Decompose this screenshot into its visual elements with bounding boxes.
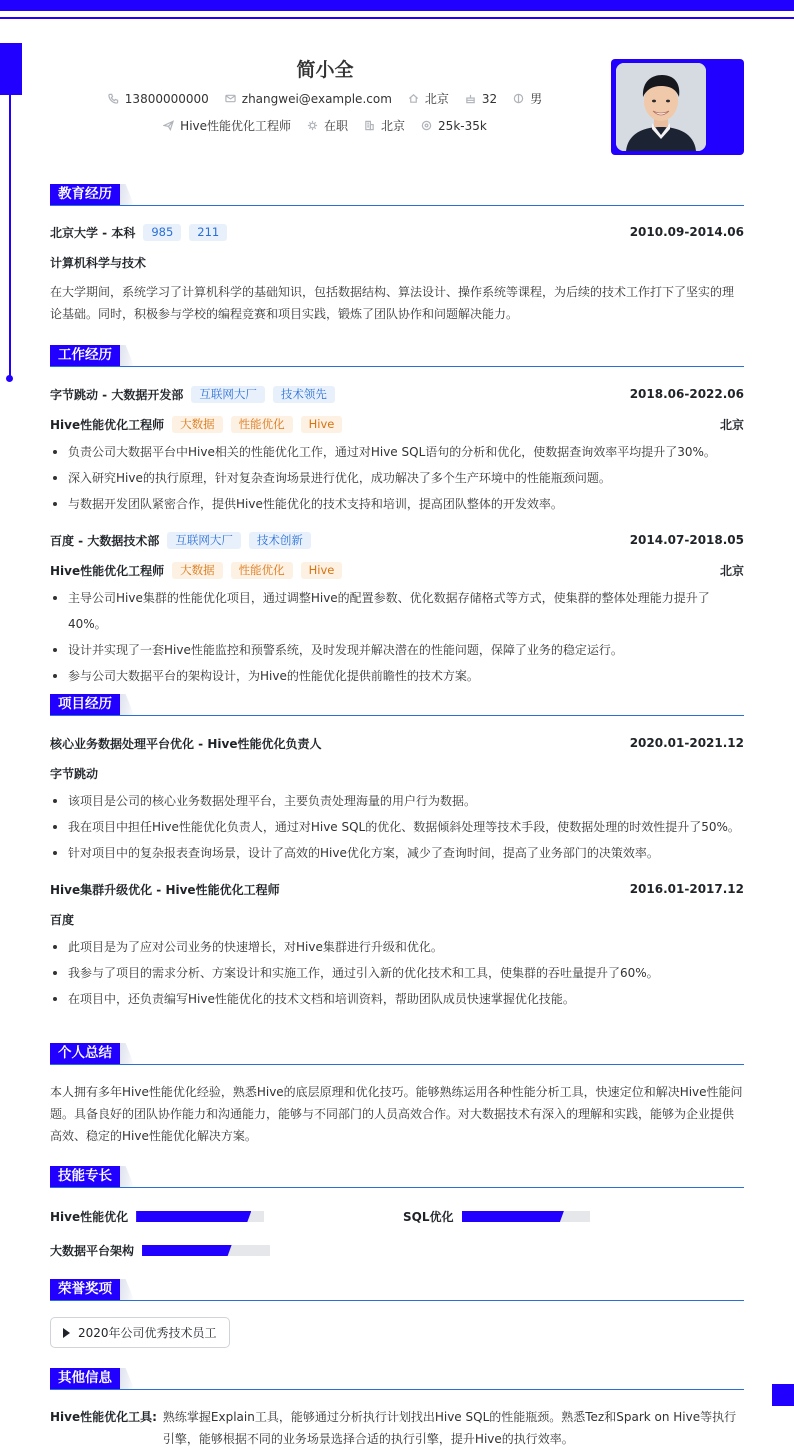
left-accent-block: [0, 43, 22, 95]
company-tag: 互联网大厂: [191, 386, 265, 403]
target-city-item: [364, 117, 405, 134]
school-tag: 985: [143, 224, 181, 241]
job-location: 北京: [719, 417, 744, 432]
right-accent-block: [772, 1384, 794, 1406]
award-item[interactable]: [50, 1317, 230, 1348]
role-row: [50, 409, 744, 439]
work-header: [50, 345, 744, 367]
contact-row: [50, 85, 600, 112]
list-item: 该项目是公司的核心业务数据处理平台，主要负责处理海量的用户行为数据。: [50, 788, 744, 814]
project-company: 字节跳动: [50, 766, 99, 781]
skill-bar: [462, 1211, 590, 1222]
status-text: 在职: [324, 119, 349, 133]
skill-bar: [136, 1211, 264, 1222]
home-icon: [408, 93, 419, 104]
coin-icon: [421, 120, 432, 131]
skill-name: 大数据平台架构: [50, 1244, 135, 1258]
job-period: 2014.07-2018.05: [629, 533, 744, 547]
other-section: [50, 1368, 744, 1450]
company-name: 百度 - 大数据技术部: [50, 533, 160, 548]
mail-icon: [225, 93, 236, 104]
major-name: 计算机科学与技术: [50, 255, 147, 270]
role-row: [50, 555, 744, 585]
top-accent-bar: [0, 0, 794, 11]
other-info-value: 熟练掌握Explain工具，能够通过分析执行计划找出Hive SQL的性能瓶颈。熟悉Tez和Spark on Hive等执行引擎，能够根据不同的业务场景选择合适的执行引擎，提升Hive的执行效率。: [162, 1410, 737, 1446]
skill-bar-fill: [136, 1211, 251, 1222]
skill-item: [50, 1208, 264, 1225]
role-name: Hive性能优化工程师: [50, 417, 165, 432]
job-bullets: [50, 585, 744, 689]
send-icon: [163, 120, 174, 131]
awards-header: [50, 1279, 744, 1301]
job-bullets: [50, 439, 744, 517]
salary-item: [421, 119, 487, 133]
list-item: 负责公司大数据平台中Hive相关的性能优化工作，通过对Hive SQL语句的分析和优化，使数据查询效率平均提升了30%。: [50, 439, 744, 465]
skill-name: Hive性能优化: [50, 1210, 129, 1224]
school-name: 北京大学 - 本科: [50, 225, 136, 240]
project-company: 百度: [50, 912, 75, 927]
project-name: Hive集群升级优化 - Hive性能优化工程师: [50, 882, 280, 897]
role-tag: Hive: [301, 416, 343, 433]
list-item: 此项目是为了应对公司业务的快速增长，对Hive集群进行升级和优化。: [50, 934, 744, 960]
email-item: [225, 92, 392, 106]
age-item: [465, 92, 497, 106]
list-item: 针对项目中的复杂报表查询场景，设计了高效的Hive优化方案，减少了查询时间，提高了业务部门的决策效率。: [50, 840, 744, 866]
left-accent-line: [9, 95, 11, 377]
age-text: 32: [481, 91, 498, 106]
position-text: Hive性能优化工程师: [180, 119, 292, 133]
left-accent-dot: [6, 375, 13, 382]
awards-title: 荣誉奖项: [50, 1279, 120, 1300]
project-row: [50, 728, 744, 758]
city-text: 北京: [424, 92, 449, 106]
phone-text: 13800000000: [124, 91, 209, 106]
project-name: 核心业务数据处理平台优化 - Hive性能优化负责人: [50, 736, 322, 751]
top-accent-line: [0, 17, 794, 19]
project-bullets: [50, 788, 744, 866]
gender-text: 男: [530, 92, 543, 106]
education-description: 在大学期间，系统学习了计算机科学的基础知识，包括数据结构、算法设计、操作系统等课程，为后续的技术工作打下了坚实的理论基础。同时，积极参与学校的编程竞赛和项目实践，锻炼了团队协作和问题解决能力。: [50, 285, 735, 321]
other-title: 其他信息: [50, 1368, 120, 1389]
skills-list: [50, 1188, 744, 1258]
position-item: [163, 117, 291, 134]
status-item: [307, 117, 348, 134]
list-item: 设计并实现了一套Hive性能监控和预警系统，及时发现并解决潜在的性能问题，保障了业务的稳定运行。: [50, 637, 744, 663]
projects-section: [50, 694, 744, 1012]
other-info-key: Hive性能优化工具:: [50, 1410, 157, 1424]
summary-header: [50, 1043, 744, 1065]
skill-item: [50, 1242, 270, 1259]
job-intent-row: [50, 112, 600, 139]
skills-section: [50, 1166, 744, 1258]
project-company-row: [50, 904, 744, 934]
skill-bar-fill: [462, 1211, 564, 1222]
list-item: 参与公司大数据平台的架构设计，为Hive的性能优化提供前瞻性的技术方案。: [50, 663, 744, 689]
profile-photo: [616, 63, 706, 151]
skills-header: [50, 1166, 744, 1188]
projects-title: 项目经历: [50, 694, 120, 715]
list-item: 与数据开发团队紧密合作，提供Hive性能优化的技术支持和培训，提高团队整体的开发效率。: [50, 491, 744, 517]
list-item: 深入研究Hive的执行原理，针对复杂查询场景进行优化，成功解决了多个生产环境中的性能瓶颈问题。: [50, 465, 744, 491]
salary-text: 25k-35k: [438, 118, 487, 133]
list-item: 主导公司Hive集群的性能优化项目，通过调整Hive的配置参数、优化数据存储格式等方式，使集群的整体处理能力提升了40%。: [50, 585, 744, 637]
work-section: [50, 345, 744, 689]
phone-item: [108, 92, 209, 106]
cake-icon: [465, 93, 476, 104]
role-tag: 性能优化: [231, 416, 293, 433]
education-section: [50, 184, 744, 325]
major-row: [50, 247, 744, 277]
photo-frame: [611, 59, 744, 155]
candidate-name: 简小全: [296, 59, 354, 81]
project-row: [50, 874, 744, 904]
role-tag: 大数据: [172, 416, 223, 433]
gender-item: [513, 90, 542, 107]
skills-title: 技能专长: [50, 1166, 120, 1187]
status-icon: [307, 120, 318, 131]
education-period: 2010.09-2014.06: [629, 225, 744, 239]
list-item: 我在项目中担任Hive性能优化负责人，通过对Hive SQL的优化、数据倾斜处理等技术手段，使数据处理的时效性提升了50%。: [50, 814, 744, 840]
awards-section: [50, 1279, 744, 1348]
other-info-row: [50, 1406, 744, 1450]
list-item: 在项目中，还负责编写Hive性能优化的技术文档和培训资料，帮助团队成员快速掌握优化技能。: [50, 986, 744, 1012]
email-text: zhangwei@example.com: [241, 91, 392, 106]
education-header: [50, 184, 744, 206]
job-location: 北京: [719, 563, 744, 578]
other-header: [50, 1368, 744, 1390]
role-tag: 性能优化: [231, 562, 293, 579]
role-tag: 大数据: [172, 562, 223, 579]
phone-icon: [108, 93, 119, 104]
project-period: 2020.01-2021.12: [629, 736, 744, 750]
company-tag: 技术创新: [249, 532, 311, 549]
projects-header: [50, 694, 744, 716]
role-tag: Hive: [301, 562, 343, 579]
skill-item: [403, 1208, 590, 1225]
project-bullets: [50, 934, 744, 1012]
education-title: 教育经历: [50, 184, 120, 205]
skill-bar-fill: [142, 1245, 232, 1256]
job-period: 2018.06-2022.06: [629, 387, 744, 401]
role-name: Hive性能优化工程师: [50, 563, 165, 578]
resume-header: [50, 55, 600, 139]
caret-right-icon: [63, 1328, 70, 1338]
company-tag: 互联网大厂: [167, 532, 241, 549]
gender-icon: [513, 93, 524, 104]
company-name: 字节跳动 - 大数据开发部: [50, 387, 184, 402]
skill-bar: [142, 1245, 270, 1256]
job-row: [50, 379, 744, 409]
target-city-text: 北京: [381, 119, 406, 133]
education-row: [50, 217, 744, 247]
award-label: 2020年公司优秀技术员工: [78, 1326, 217, 1340]
summary-title: 个人总结: [50, 1043, 120, 1064]
project-company-row: [50, 758, 744, 788]
skill-name: SQL优化: [403, 1210, 454, 1224]
school-tag: 211: [189, 224, 227, 241]
project-period: 2016.01-2017.12: [629, 882, 744, 896]
work-title: 工作经历: [50, 345, 120, 366]
summary-section: [50, 1043, 744, 1147]
job-row: [50, 525, 744, 555]
city-item: [408, 90, 449, 107]
summary-text: 本人拥有多年Hive性能优化经验，熟悉Hive的底层原理和优化技巧。能够熟练运用各种性能分析工具，快速定位和解决Hive性能问题。具备良好的团队协作能力和沟通能力，能够与不同部门的人员高效合作。对大数据技术有深入的理解和实践，能够为企业提供高效、稳定的Hive性能优化解决方案。: [50, 1085, 743, 1143]
list-item: 我参与了项目的需求分析、方案设计和实施工作，通过引入新的优化技术和工具，使集群的吞吐量提升了60%。: [50, 960, 744, 986]
building-icon: [364, 120, 375, 131]
company-tag: 技术领先: [273, 386, 335, 403]
